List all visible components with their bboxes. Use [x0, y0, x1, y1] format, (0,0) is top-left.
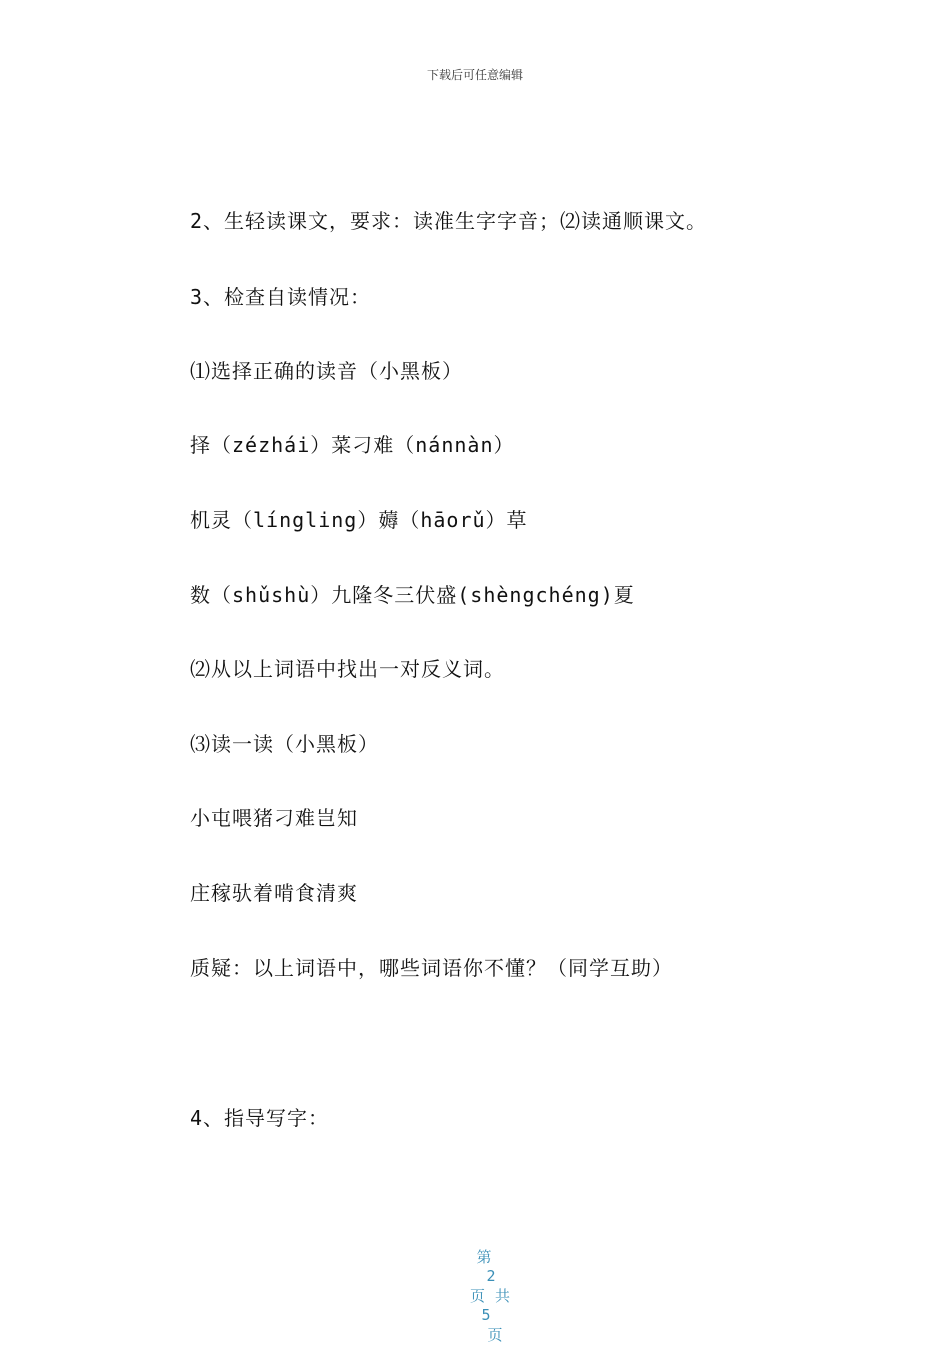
text-line-read-aloud: 2、生轻读课文，要求：读准生字字音；⑵读通顺课文。: [190, 209, 708, 233]
text-line-choose-pronunciation: ⑴选择正确的读音（小黑板）: [190, 359, 463, 383]
header-note: 下载后可任意编辑: [426, 68, 523, 82]
footer-page-prefix: 第: [476, 1248, 492, 1266]
text-line-words-1: 小屯喂猪刁难岂知: [190, 806, 358, 830]
text-line-read-board: ⑶读一读（小黑板）: [190, 732, 379, 756]
footer-page-mid: 页共: [470, 1287, 521, 1305]
text-line-writing-guide: 4、指导写字：: [190, 1106, 330, 1130]
footer-page-suffix: 页: [487, 1326, 503, 1344]
text-line-pinyin-3: 数（shǔshù）九隆冬三伏盛(shèngchéng)夏: [190, 583, 635, 607]
text-line-questions: 质疑：以上词语中，哪些词语你不懂？（同学互助）: [190, 956, 673, 980]
text-line-pinyin-2: 机灵（língling）薅（hāorǔ）草: [190, 508, 528, 532]
text-line-check-reading: 3、检查自读情况：: [190, 285, 372, 309]
text-line-antonyms: ⑵从以上词语中找出一对反义词。: [190, 657, 505, 681]
text-line-words-2: 庄稼驮着啃食清爽: [190, 881, 358, 905]
page-footer: [0, 1228, 950, 1345]
footer-page-total: 5: [481, 1306, 491, 1324]
text-line-pinyin-1: 择（zézhái）菜刁难（nánnàn）: [190, 433, 515, 457]
footer-page-number: 2: [486, 1267, 496, 1285]
